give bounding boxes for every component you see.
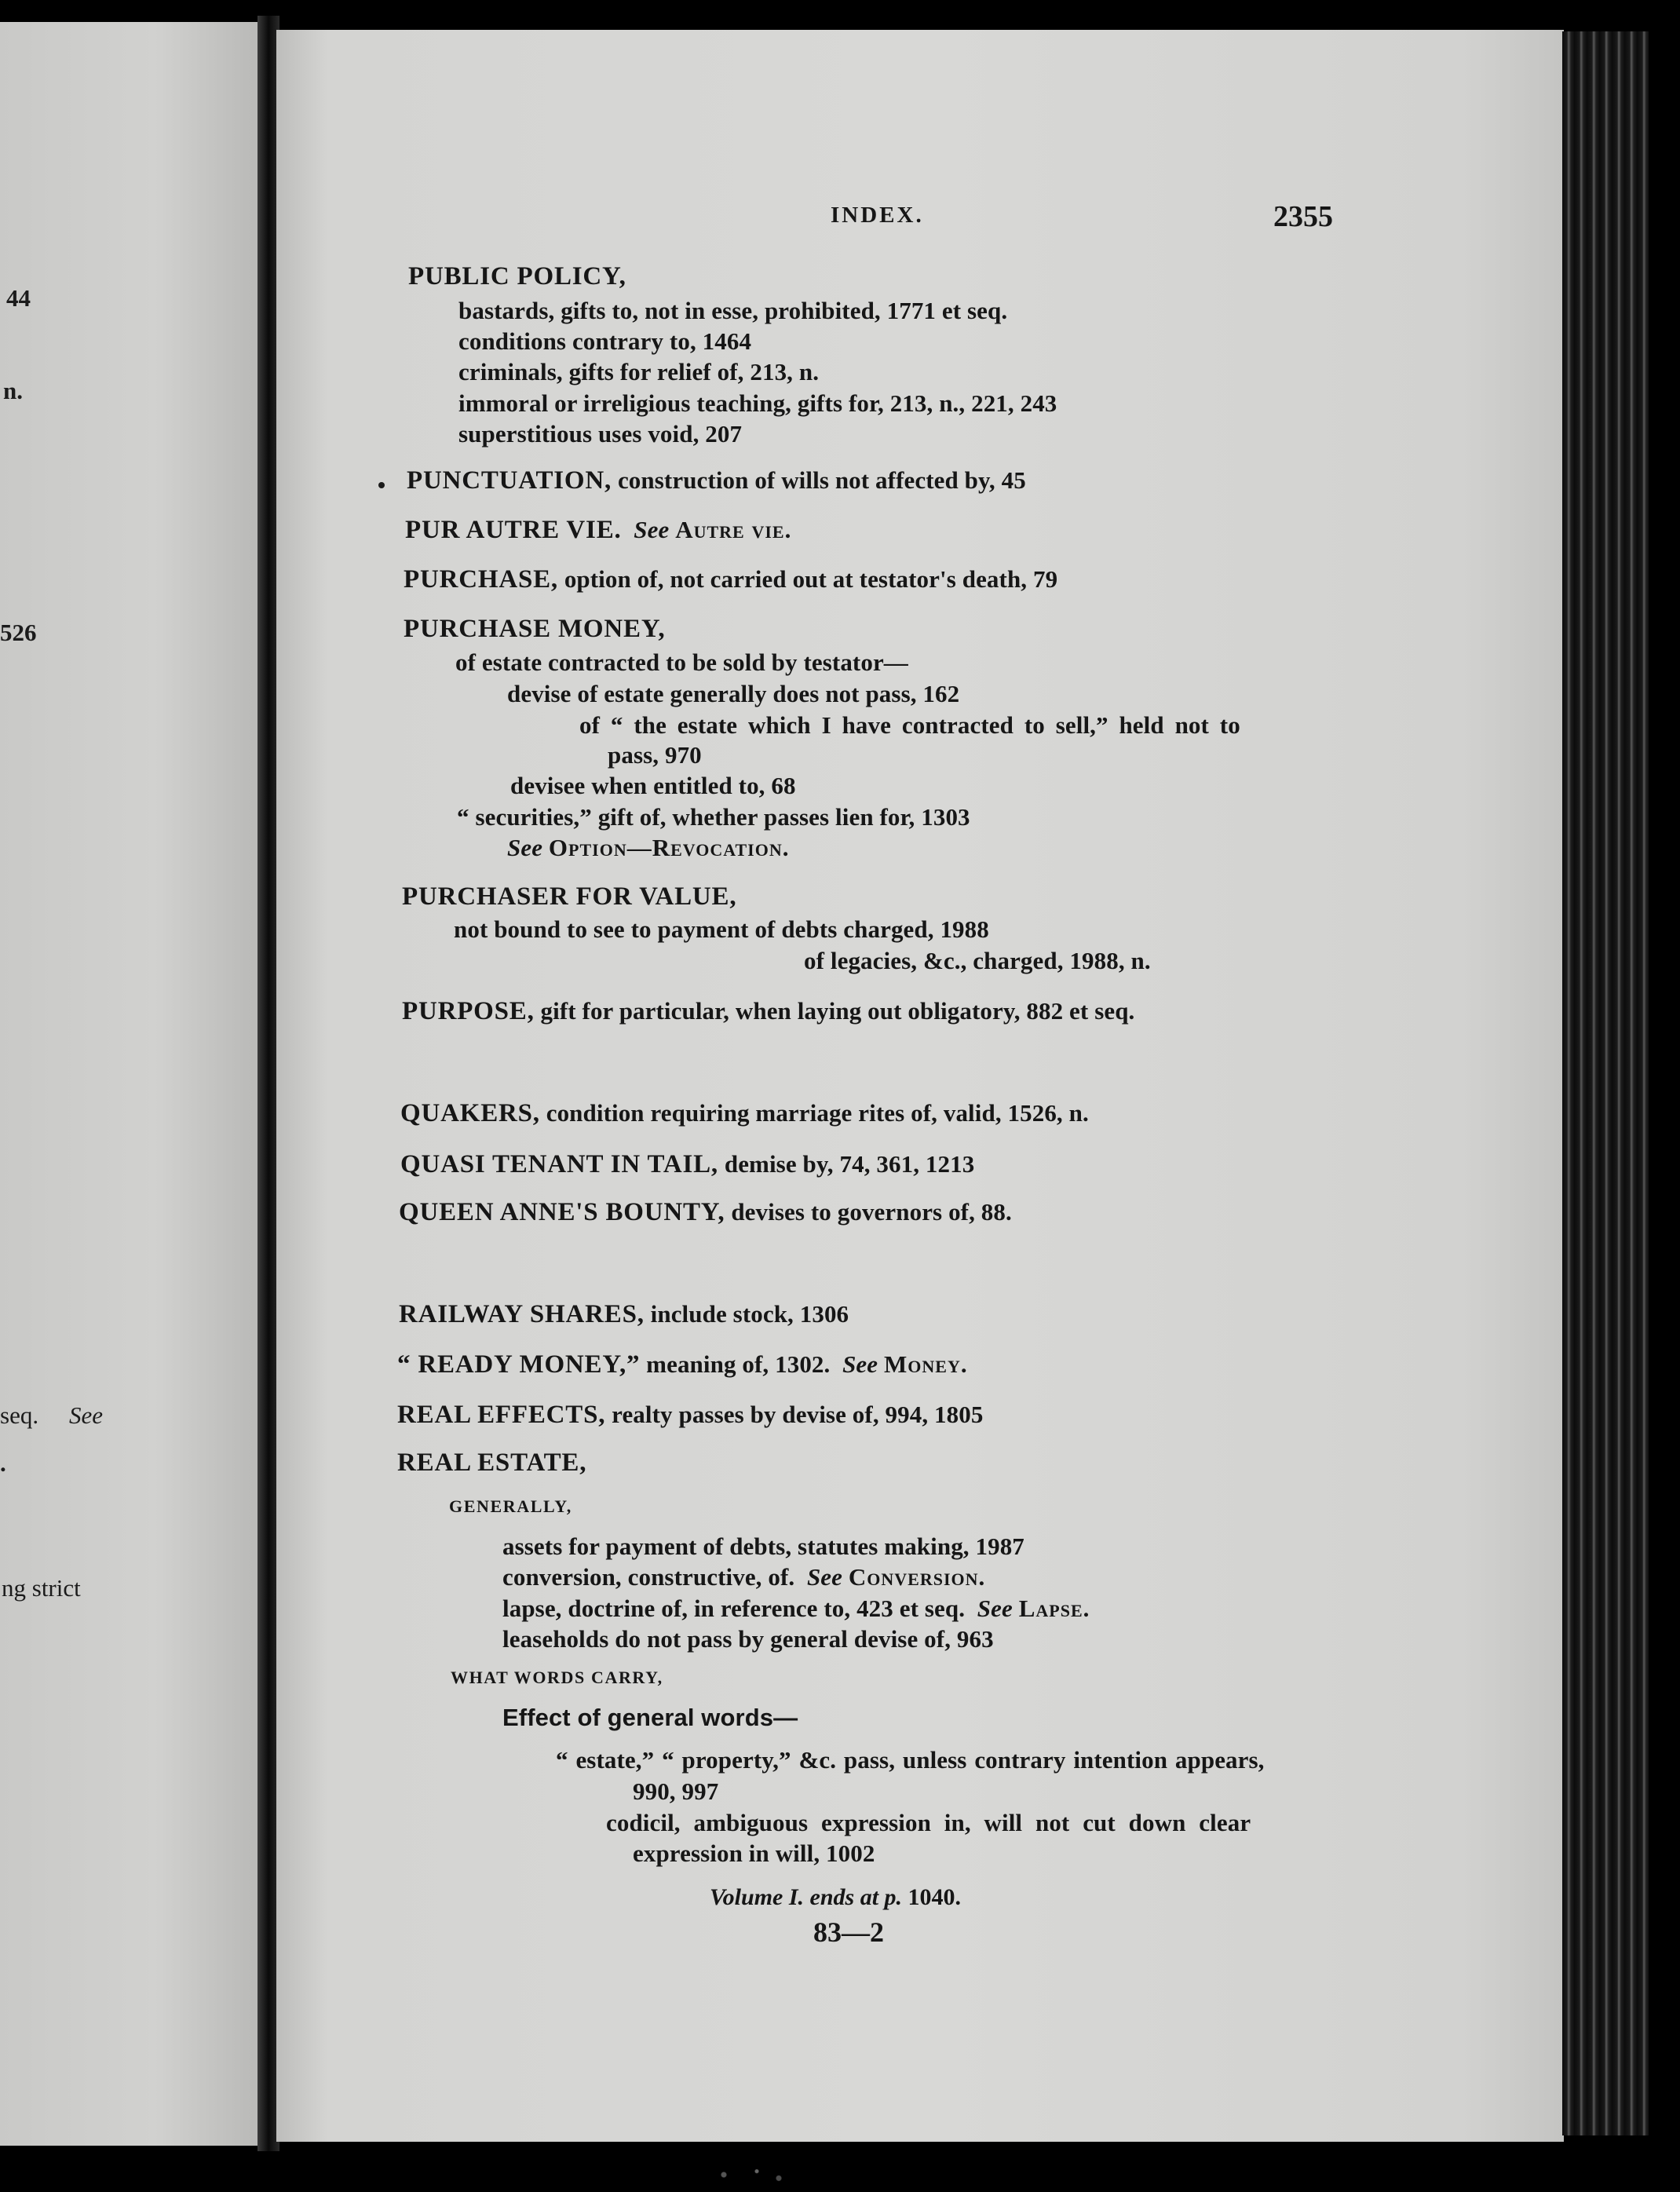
entry-heading: RAILWAY SHARES, [399,1300,645,1328]
index-entry [407,466,1026,495]
left-page-fragment: seq. [0,1401,39,1429]
subentry: devise of estate generally does not pass, 162 [507,680,960,707]
entry-heading: “ READY MONEY,” [397,1350,641,1379]
entry-heading: REAL ESTATE, [397,1449,587,1477]
index-entry [399,1198,1012,1227]
left-page-fragment: 44 [6,284,31,312]
see-reference [507,834,789,862]
scan-artifact [691,2157,801,2192]
subentry: “ securities,” gift of, whether passes lien for, 1303 [457,803,970,831]
index-entry [402,997,1134,1026]
entry-text: condition requiring marriage rites of, valid, 1526, n. [539,1099,1089,1127]
index-entry [400,1099,1089,1128]
index-entry [404,565,1057,594]
cross-reference: Conversion. [848,1563,986,1591]
left-page-fragment: ng strict [2,1574,81,1602]
subentry: expression in will, 1002 [633,1839,875,1867]
entry-heading: QUEEN ANNE'S BOUNTY, [399,1198,725,1226]
entry-text: gift for particular, when laying out obligatory, 882 et seq. [534,997,1135,1025]
subentry: devisee when entitled to, 68 [510,772,796,799]
subentry: not bound to see to payment of debts charged, 1988 [454,915,989,943]
entry-text: construction of wills not affected by, 45 [612,466,1026,494]
subentry: conditions contrary to, 1464 [458,327,752,355]
subentry: of “ the estate which I have contracted to sell,” held not to [579,711,1240,739]
subentry: of legacies, &c., charged, 1988, n. [804,947,1151,974]
entry-text: lapse, doctrine of, in reference to, 423 et seq. [502,1595,971,1622]
cross-reference: Lapse. [1018,1595,1090,1622]
subentry: 990, 997 [633,1777,719,1805]
subentry [502,1563,985,1591]
subentry: superstitious uses void, 207 [458,420,743,448]
subentry: leaseholds do not pass by general devise of, 963 [502,1625,994,1653]
see-label: See [806,1563,843,1591]
entry-text: devises to governors of, 88. [725,1198,1012,1226]
entry-text: include stock, 1306 [644,1300,849,1328]
subentry [502,1595,1090,1623]
entry-heading: PURPOSE, [402,997,535,1025]
subentry: immoral or irreligious teaching, gifts for, 213, n., 221, 243 [458,389,1057,417]
left-page [0,22,259,2146]
left-page-fragment: 526 [0,619,37,646]
see-label: See [507,834,543,861]
left-page-fragment: See [69,1401,104,1429]
subentry: pass, 970 [608,741,702,769]
entry-heading: PUNCTUATION, [407,466,612,495]
subentry: of estate contracted to be sold by testator— [455,648,908,676]
see-label: See [842,1350,878,1378]
index-entry [399,1300,849,1329]
page-number: 2355 [1273,200,1333,233]
volume-note-page: 1040. [902,1884,962,1910]
entry-heading: REAL EFFECTS, [397,1401,606,1429]
entry-text: demise by, 74, 361, 1213 [718,1150,975,1178]
entry-text: meaning of, 1302. [640,1350,837,1378]
subentry: assets for payment of debts, statutes making, 1987 [502,1533,1024,1560]
subheading: WHAT WORDS CARRY, [451,1668,663,1687]
cross-reference: Autre vie. [675,516,792,543]
cross-reference: Money. [884,1350,968,1378]
index-entry [397,1401,983,1430]
cross-reference: Option—Revocation. [548,834,790,861]
see-label: See [634,516,670,543]
entry-heading: PURCHASE MONEY, [404,615,666,643]
index-entry [397,1350,968,1379]
margin-dot [378,482,385,488]
subheading: GENERALLY, [449,1496,572,1516]
entry-text: conversion, constructive, of. [502,1563,802,1591]
entry-heading: QUAKERS, [400,1099,540,1127]
subentry: “ estate,” “ property,” &c. pass, unless contrary intention appears, [556,1746,1265,1774]
entry-heading: PURCHASER FOR VALUE, [402,882,737,911]
entry-text: option of, not carried out at testator's death, 79 [557,565,1058,593]
subentry: bastards, gifts to, not in esse, prohibited, 1771 et seq. [458,297,1008,324]
index-entry [405,516,791,545]
entry-heading: QUASI TENANT IN TAIL, [400,1150,718,1178]
signature-mark: 83—2 [813,1916,884,1948]
left-page-fragment: n. [3,377,23,404]
entry-heading: PURCHASE, [404,565,558,594]
volume-note [710,1884,961,1911]
entry-text: realty passes by devise of, 994, 1805 [605,1401,984,1428]
entry-heading: PUR AUTRE VIE. [405,516,622,544]
volume-note-text: Volume I. ends at p. [710,1884,903,1910]
left-page-fragment: . [0,1449,6,1477]
index-entry [400,1150,974,1179]
entry-heading: PUBLIC POLICY, [408,262,626,290]
running-head: INDEX. [831,203,924,228]
page-edges [1562,31,1649,2135]
subentry: criminals, gifts for relief of, 213, n. [458,358,820,385]
see-label: See [977,1595,1013,1622]
subentry: codicil, ambiguous expression in, will not cut down clear [606,1809,1251,1836]
subheading: Effect of general words— [502,1704,798,1731]
